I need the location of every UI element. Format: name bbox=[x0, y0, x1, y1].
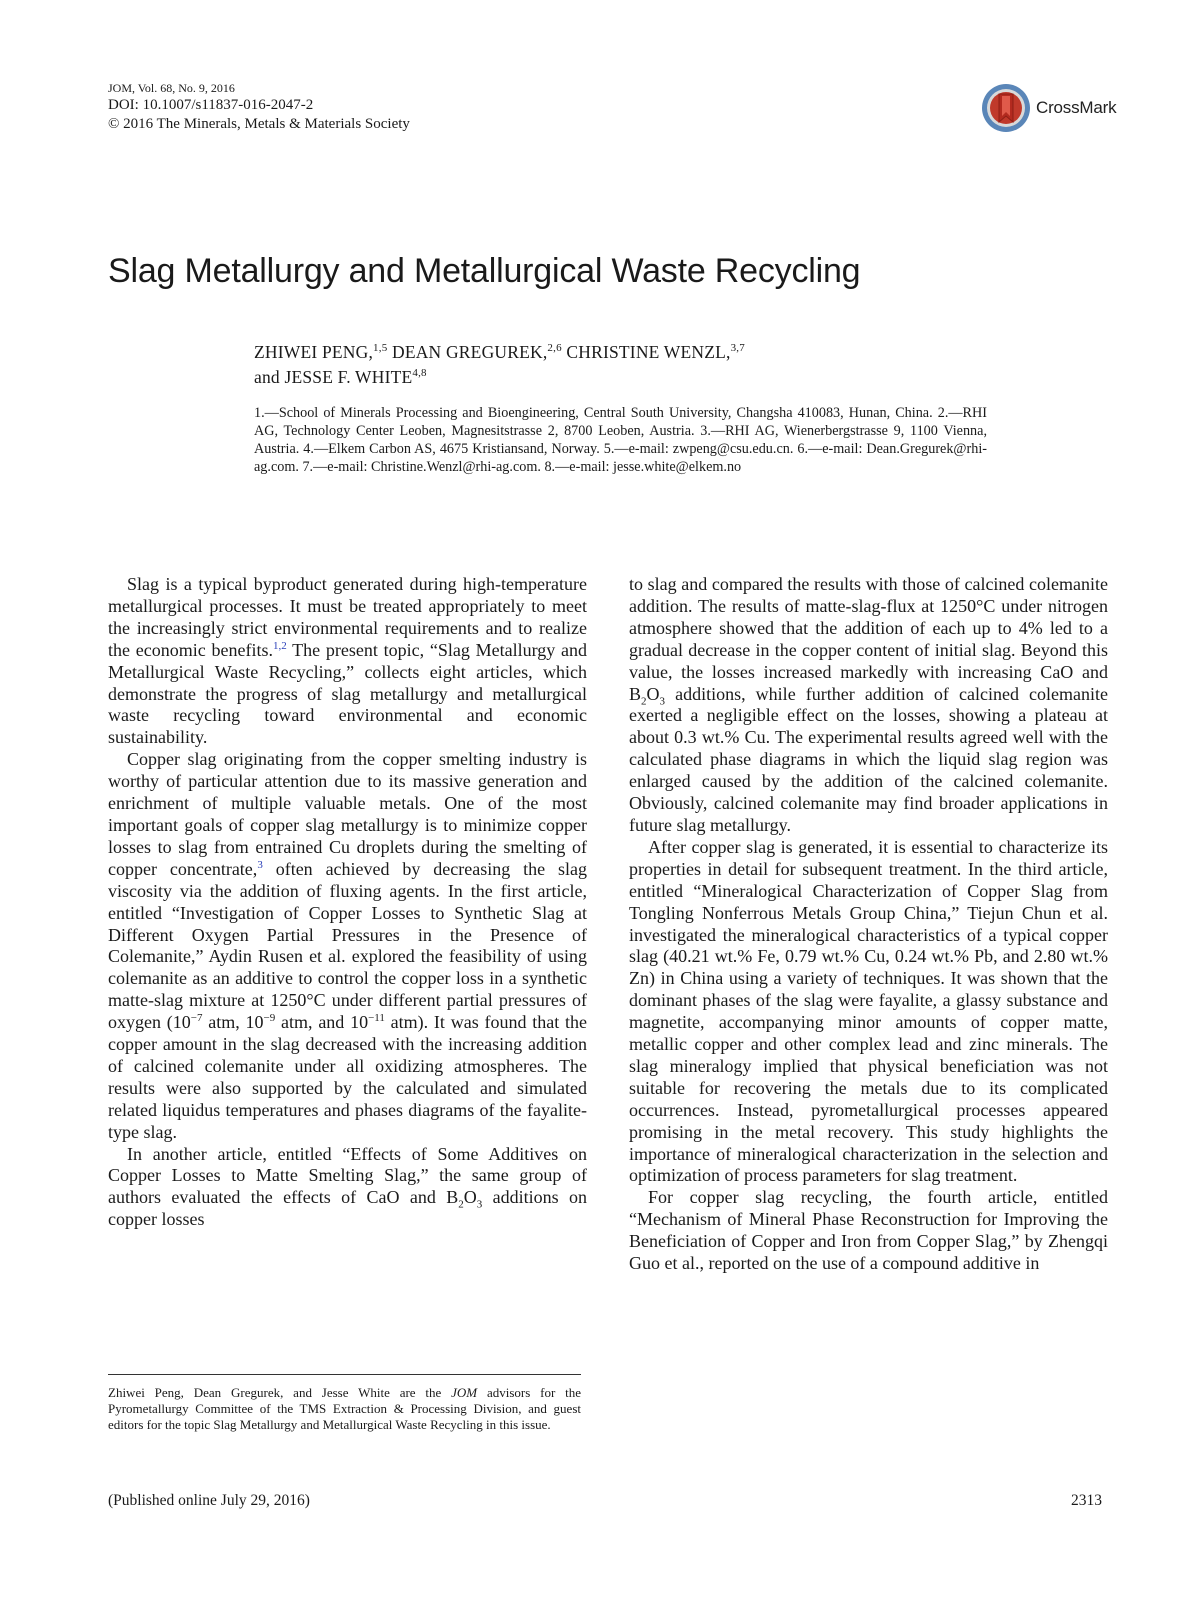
body-column-left bbox=[108, 574, 587, 1231]
author-name: ZHIWEI PENG, bbox=[254, 341, 374, 362]
footnote-divider bbox=[108, 1374, 581, 1375]
copyright-line: © 2016 The Minerals, Metals & Materials Society bbox=[108, 116, 410, 132]
page-number: 2313 bbox=[1071, 1492, 1102, 1509]
body-paragraph: In another article, entitled “Effects of Some Additives on Copper Losses to Matte Smelting Slag,” the same group of authors evaluated the effects of CaO and $B_2O_3$ additions on copper losses bbox=[108, 1143, 587, 1230]
article-metadata bbox=[108, 80, 410, 134]
author-name: DEAN GREGUREK, bbox=[391, 341, 548, 362]
body-paragraph: to slag and compared the results with those of calcined colemanite addition. The results of matte-slag-flux at 1250°C under nitrogen atmosphere showed that the addition of each up to 4% led to a gradual decrease in the copper content of initial slag. Beyond this value, the losses increased markedly with increasing CaO and $B_2O_3$ additions, while further addition of calcined colemanite exerted a negligible effect on the losses, showing a plateau at about 0.3 wt.% Cu. The experimental results agreed well with the calculated phase diagrams in which the liquid slag region was enlarged caused by the addition of the calcined colemanite. Obviously, calcined colemanite may find broader applications in future slag metallurgy. bbox=[629, 574, 1108, 835]
author-affiliation-marker: 3,7 bbox=[730, 342, 745, 354]
author-line-1 bbox=[254, 338, 745, 363]
author-list bbox=[254, 338, 745, 388]
author-name: and JESSE F. WHITE bbox=[254, 366, 413, 387]
affiliations-block: 1.—School of Minerals Processing and Bioengineering, Central South University, Changsha 410083, Hunan, China. 2.—RHI AG, Technology Center Leoben, Magnesitstrasse 2, 8700 Leoben, Austria. 3.—RHI AG, Wienerbergstrasse 9, 1100 Vienna, Austria. 4.—Elkem Carbon AS, 4675 Kristiansand, Norway. 5.—e-mail: zwpeng@csu.edu.cn. 6.—e-mail: Dean.Gregurek@rhi-ag.com. 7.—e-mail: Christine.Wenzl@rhi-ag.com. 8.—e-mail: jesse.white@elkem.no bbox=[254, 405, 987, 475]
citation-link[interactable]: 1,2 bbox=[272, 639, 287, 652]
published-date: (Published online July 29, 2016) bbox=[108, 1492, 310, 1509]
author-affiliation-marker: 2,6 bbox=[547, 342, 562, 354]
author-name: CHRISTINE WENZL, bbox=[566, 341, 731, 362]
crossmark-badge-icon bbox=[980, 82, 1032, 134]
body-paragraph: For copper slag recycling, the fourth article, entitled “Mechanism of Mineral Phase Reconstruction for Improving the Beneficiation of Copper and Iron from Copper Slag,” by Zhengqi Guo et al., reported on the use of a compound additive in bbox=[629, 1187, 1108, 1274]
crossmark-label: CrossMark bbox=[1036, 98, 1117, 117]
author-affiliation-marker: 4,8 bbox=[412, 366, 427, 379]
body-paragraph: After copper slag is generated, it is essential to characterize its properties in detail for subsequent treatment. In the third article, entitled “Mineralogical Characterization of Copper Slag from Tongling Nonferrous Metals Group China,” Tiejun Chun et al. investigated the mineralogical characteristics of a typical copper slag (40.21 wt.% Fe, 0.79 wt.% Cu, 0.24 wt.% Pb, and 2.80 wt.% Zn) in China using a variety of techniques. It was shown that the dominant phases of the slag were fayalite, a glassy substance and magnetite, accompanying minor amounts of copper matte, metallic copper and other complex lead and zinc minerals. The slag mineralogy implied that physical beneficiation was not suitable for recovering the metals due to its complicated occurrences. Instead, pyrometallurgical processes appeared promising in the metal recovery. This study highlights the importance of mineralogical characterization in the selection and optimization of process parameters for slag treatment. bbox=[629, 836, 1108, 1186]
article-title: Slag Metallurgy and Metallurgical Waste Recycling bbox=[108, 252, 861, 290]
crossmark-badge[interactable] bbox=[980, 80, 1130, 136]
author-line-2 bbox=[254, 363, 745, 388]
citation-link[interactable]: 3 bbox=[257, 858, 263, 871]
body-column-right bbox=[629, 574, 1108, 1275]
body-paragraph: Slag is a typical byproduct generated during high-temperature metallurgical processes. It must be treated appropriately to meet the increasingly strict environmental requirements and to realize the economic benefits.$^{1,2}$ The present topic, “Slag Metallurgy and Metallurgical Waste Recycling,” collects eight articles, which demonstrate the progress of slag metallurgy and metallurgical waste recycling toward environmental and economic sustainability. bbox=[108, 574, 587, 748]
author-affiliation-marker: 1,5 bbox=[373, 342, 388, 354]
journal-citation: JOM, Vol. 68, No. 9, 2016 bbox=[108, 81, 235, 95]
footnote: Zhiwei Peng, Dean Gregurek, and Jesse White are the JOM advisors for the Pyrometallurgy Committee of the TMS Extraction & Processing Division, and guest editors for the topic Slag Metallurgy and Metallurgical Waste Recycling in this issue. bbox=[108, 1385, 581, 1432]
doi[interactable]: DOI: 10.1007/s11837-016-2047-2 bbox=[108, 97, 314, 113]
body-paragraph: Copper slag originating from the copper smelting industry is worthy of particular attention due to its massive generation and enrichment of multiple valuable metals. One of the most important goals of copper slag metallurgy is to minimize copper losses to slag from entrained Cu droplets during the smelting of copper concentrate,$^3$ often achieved by decreasing the slag viscosity via the addition of fluxing agents. In the first article, entitled “Investigation of Copper Losses to Synthetic Slag at Different Oxygen Partial Pressures in the Presence of Colemanite,” Aydin Rusen et al. explored the feasibility of using colemanite as an additive to control the copper loss in a synthetic matte-slag mixture at 1250°C under different partial pressures of oxygen ($10^{-7}$ atm, $10^{-9}$ atm, and $10^{-11}$ atm). It was found that the copper amount in the slag decreased with the increasing addition of calcined colemanite under all oxidizing atmospheres. The results were also supported by the calculated and simulated related liquidus temperatures and phases diagrams of the fayalite-type slag. bbox=[108, 749, 588, 1142]
